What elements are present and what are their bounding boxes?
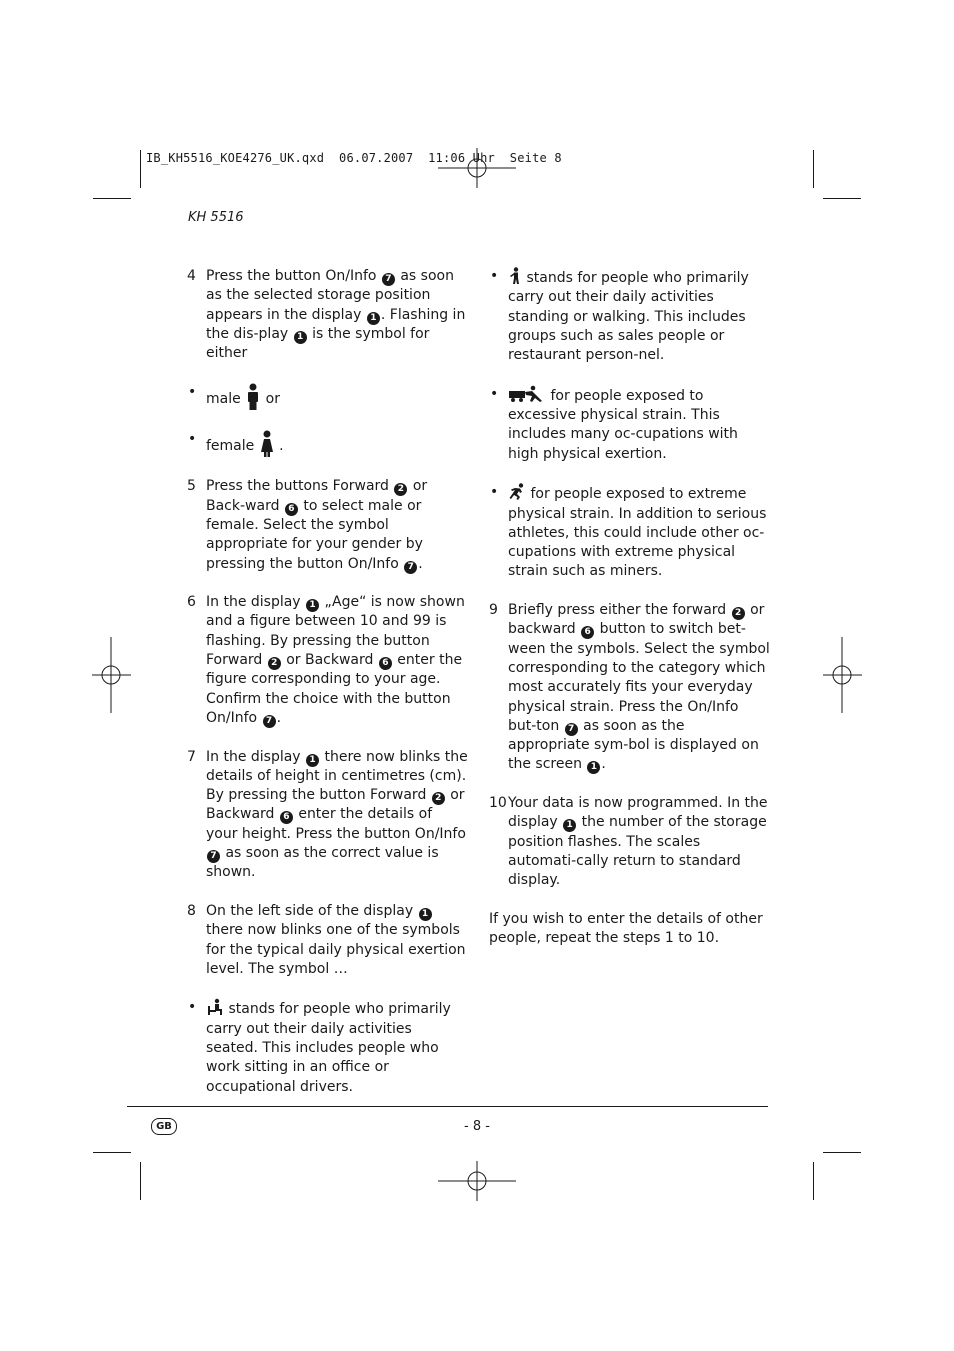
step-6: 6 In the display 1 „Age“ is now shown and a figure between 10 and 99 is flashing. By pressing the button Forward 2 or Backward 6 enter the figure corresponding to your age. Confirm the choice with the button On/Info 7 . xyxy=(187,594,465,726)
female-icon xyxy=(259,430,275,458)
file-slug: IB_KH5516_KOE4276_UK.qxd 06.07.2007 11:06 Uhr Seite 8 xyxy=(146,151,562,165)
closing-note: If you wish to enter the details of other people, repeat the steps 1 to 10. xyxy=(489,910,763,947)
running-person-icon xyxy=(508,483,526,501)
step-4: 4 Press the button On/Info 7 as soon as the selected storage position appears in the display 1 . Flashing in the dis-play 1 is the symbol for either xyxy=(187,268,466,362)
footer-rule xyxy=(127,1106,768,1107)
bullet-male: • male or xyxy=(206,383,468,411)
right-column xyxy=(489,267,770,968)
bullet-excessive: • for people exposed to excessive physical strain. This includes many oc-cupations with high physical exertion. xyxy=(490,385,738,462)
heavy-work-icon xyxy=(508,385,546,403)
step-7: 7 In the display 1 there now blinks the details of height in centimetres (cm). By pressing the button Forward 2 or Backward 6 enter the details of your height. Press the button On/Info 7 as soon as the correct value is shown. xyxy=(187,748,468,881)
step-5: 5 Press the buttons Forward 2 or Back-ward 6 to select male or female. Select the symbol appropriate for your gender by pressing the button On/Info 7 . xyxy=(187,478,428,572)
step-8: 8 On the left side of the display 1 there now blinks one of the symbols for the typical daily physical exertion level. The symbol … xyxy=(187,902,466,977)
bullet-standing: • stands for people who primarily carry out their daily activities standing or walking. This includes groups such as sales people or restaurant person-nel. xyxy=(490,268,749,364)
left-column xyxy=(187,267,468,1116)
male-icon xyxy=(245,383,261,411)
model-header: KH 5516 xyxy=(188,210,244,225)
page-number: - 8 - xyxy=(464,1119,490,1134)
seated-person-icon xyxy=(206,998,224,1016)
bullet-seated: • stands for people who primarily carry out their daily activities seated. This includes people who work sitting in an office or occupational drivers. xyxy=(188,999,451,1095)
standing-person-icon xyxy=(508,267,522,285)
bullet-extreme: • for people exposed to extreme physical strain. In addition to serious athletes, this could include other oc-cupations with extreme physical strain such as miners. xyxy=(490,484,767,580)
bullet-female: • female . xyxy=(206,430,468,458)
language-badge: GB xyxy=(151,1118,177,1135)
step-9: 9 Briefly press either the forward 2 or backward 6 button to switch bet-ween the symbols. Select the symbol corresponding to the category which most accurately fits your everyday physical strain. Press the On/Info but-ton 7 as soon as the appropriate sym-bol is displayed on the screen 1 . xyxy=(489,602,770,773)
step-10: 10 Your data is now programmed. In the display 1 the number of the storage position flashes. The scales automati-cally return to standard display. xyxy=(489,795,768,889)
